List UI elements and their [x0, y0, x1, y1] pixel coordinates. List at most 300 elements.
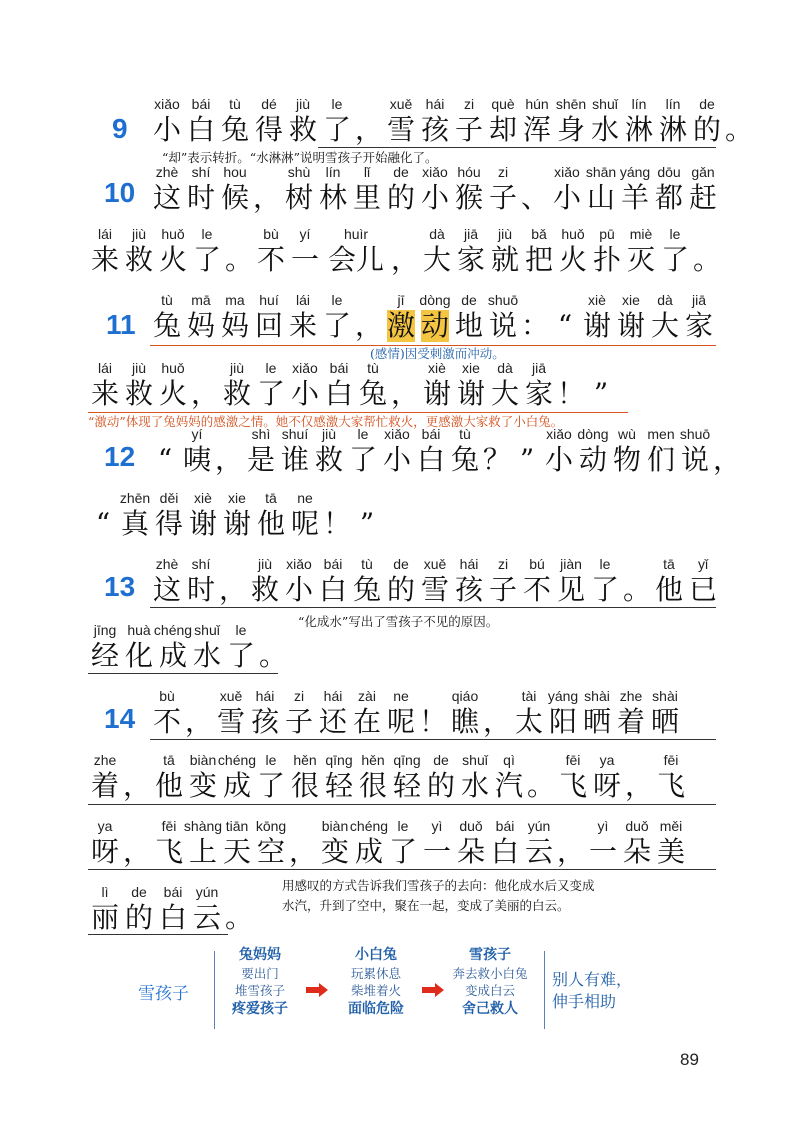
hanzi: 云: [524, 835, 553, 868]
hanzi: 兔: [450, 443, 479, 476]
summary-diagram: [110, 945, 690, 1035]
hanzi: 谢: [422, 377, 451, 410]
char-unit: [88, 360, 122, 410]
pinyin: le: [599, 556, 611, 572]
hanzi: 。: [692, 243, 721, 276]
hanzi: 羊: [620, 181, 649, 214]
char-unit: [554, 556, 588, 606]
pinyin: bái: [323, 556, 343, 572]
char-unit: [318, 818, 352, 868]
pinyin: dà: [497, 360, 513, 376]
underline: [88, 934, 228, 935]
hanzi: 救: [250, 573, 279, 606]
pinyin: huǒ: [161, 226, 185, 242]
text-line: [150, 556, 720, 606]
char-unit: [346, 426, 380, 476]
underline: [318, 147, 716, 148]
hanzi: 了: [388, 835, 417, 868]
pinyin: dà: [657, 292, 673, 308]
pinyin: jiù: [131, 226, 146, 242]
hanzi: 妈: [186, 309, 215, 342]
char-unit: [620, 818, 654, 868]
hanzi: 兔: [358, 377, 387, 410]
hanzi: 雪: [420, 573, 449, 606]
char-unit: [88, 226, 122, 276]
hanzi: 候: [220, 181, 249, 214]
char-unit: [390, 226, 420, 276]
pinyin: miè: [629, 226, 653, 242]
pinyin: fēi: [565, 752, 581, 768]
hanzi: 救: [222, 377, 251, 410]
pinyin: xiǎo: [384, 426, 410, 442]
pinyin: hái: [255, 688, 275, 704]
pinyin: jiù: [321, 426, 336, 442]
pinyin: tù: [161, 292, 173, 308]
hanzi: 孩: [250, 705, 279, 738]
hanzi: 得: [154, 507, 183, 540]
hanzi: 一: [290, 243, 319, 276]
text-line: [150, 688, 682, 738]
char-unit: [186, 752, 220, 802]
pinyin: qīng: [393, 752, 421, 768]
hanzi: 一: [422, 835, 451, 868]
hanzi: 了: [226, 639, 255, 672]
char-unit: [118, 490, 152, 540]
hanzi: 着: [90, 769, 119, 802]
hanzi: ！: [556, 377, 585, 410]
char-unit: [520, 292, 550, 342]
char-unit: [356, 360, 390, 410]
hanzi: 小: [290, 377, 319, 410]
hanzi: 家: [456, 243, 485, 276]
hanzi: 灭: [626, 243, 655, 276]
char-unit: [122, 752, 152, 802]
pinyin: bù: [159, 688, 175, 704]
pinyin: qiáo: [451, 688, 479, 704]
hanzi: 子: [488, 573, 517, 606]
char-unit: [686, 164, 720, 214]
pinyin: tā: [663, 556, 675, 572]
hanzi: “: [157, 443, 173, 476]
pinyin: le: [331, 292, 343, 308]
char-unit: [224, 884, 254, 934]
char-unit: [322, 490, 352, 540]
hanzi: 朵: [456, 835, 485, 868]
hanzi: 的: [124, 901, 153, 934]
char-unit: [554, 96, 588, 146]
pinyin: chéng: [153, 622, 193, 638]
pinyin: hái: [425, 96, 445, 112]
pinyin: le: [397, 818, 409, 834]
char-unit: [556, 360, 586, 410]
char-unit: [156, 226, 190, 276]
char-unit: [88, 490, 118, 540]
pinyin: lái: [97, 226, 112, 242]
char-unit: [384, 164, 418, 214]
char-unit: [350, 164, 384, 214]
char-unit: [122, 818, 152, 868]
pinyin: lái: [97, 360, 112, 376]
arrow-right-icon: [306, 983, 328, 997]
pinyin: le: [201, 226, 213, 242]
text-line: [150, 164, 720, 214]
pinyin: tù: [361, 556, 373, 572]
char-unit: [622, 96, 656, 146]
pinyin: le: [235, 622, 247, 638]
char-unit: [220, 818, 254, 868]
pinyin: lín: [665, 96, 681, 112]
pinyin: tā: [163, 752, 175, 768]
hanzi: 谁: [280, 443, 309, 476]
pinyin: xuě: [423, 556, 447, 572]
char-unit: [580, 688, 614, 738]
pinyin: hún: [525, 96, 549, 112]
char-unit: [384, 688, 418, 738]
char-unit: [286, 292, 320, 342]
char-unit: [556, 226, 590, 276]
hanzi: 朵: [622, 835, 651, 868]
char-unit: [418, 164, 452, 214]
char-unit: [420, 818, 454, 868]
hanzi: 了: [192, 243, 221, 276]
char-unit: [656, 96, 690, 146]
char-unit: [418, 556, 452, 606]
column-item: 奔去救小白兔: [452, 966, 528, 981]
underline: [88, 869, 716, 870]
char-unit: [217, 752, 257, 802]
note-paragraph-13: “化成水”写出了雪孩子不见的原因。: [298, 614, 499, 629]
hanzi: 赶: [688, 181, 717, 214]
hanzi: 就: [490, 243, 519, 276]
char-unit: [218, 292, 252, 342]
pinyin: hěn: [361, 752, 385, 768]
pinyin: chéng: [349, 818, 389, 834]
char-unit: [590, 752, 624, 802]
char-unit: [122, 622, 156, 672]
hanzi: 天: [222, 835, 251, 868]
char-unit: [520, 556, 554, 606]
pinyin: xiè: [194, 490, 212, 506]
text-line: [88, 752, 688, 802]
underline: [88, 412, 628, 413]
hanzi: 妈: [220, 309, 249, 342]
paragraph-number-9: 9: [112, 113, 128, 144]
pinyin: huà: [127, 622, 151, 638]
bracket-line: [544, 951, 545, 1029]
char-unit: [590, 226, 624, 276]
hanzi: 。: [258, 639, 287, 672]
pinyin: lái: [295, 292, 310, 308]
hanzi: 晒: [650, 705, 679, 738]
column-summary: 面临危险: [348, 1001, 404, 1017]
char-unit: [153, 622, 193, 672]
char-unit: [218, 164, 252, 214]
pinyin: dōu: [657, 164, 681, 180]
char-unit: [522, 818, 556, 868]
pinyin: de: [393, 164, 409, 180]
hanzi: 水: [192, 639, 221, 672]
hanzi: ，: [556, 835, 585, 868]
note-definition: (感情)因受刺激而冲动。: [370, 346, 505, 361]
char-unit: [546, 688, 580, 738]
char-unit: [316, 556, 350, 606]
char-unit: [220, 490, 254, 540]
hanzi: 了: [322, 309, 351, 342]
pinyin: pū: [599, 226, 615, 242]
pinyin: tù: [367, 360, 379, 376]
pinyin: yǐ: [697, 556, 709, 572]
column-heading: 雪孩子: [469, 947, 511, 963]
char-unit: [448, 688, 482, 738]
char-unit: [488, 226, 522, 276]
pinyin: jiù: [497, 226, 512, 242]
hanzi: 不: [522, 573, 551, 606]
pinyin: bù: [263, 226, 279, 242]
text-line: [88, 226, 722, 276]
column-item: 要出门: [241, 966, 279, 981]
pinyin: fēi: [161, 818, 177, 834]
char-unit: [288, 226, 322, 276]
char-unit: [150, 164, 184, 214]
note-paragraph-14-line2: 水汽，升到了空中，聚在一起，变成了美丽的白云。: [282, 898, 570, 913]
char-unit: [320, 292, 354, 342]
pinyin: ne: [393, 688, 409, 704]
summary-column-snow-child: [440, 945, 540, 1019]
hanzi: 地: [454, 309, 483, 342]
hanzi: 阳: [548, 705, 577, 738]
char-unit: [254, 490, 288, 540]
char-unit: [648, 292, 682, 342]
hanzi: 来: [90, 243, 119, 276]
hanzi: 不: [152, 705, 181, 738]
hanzi: 火: [558, 243, 587, 276]
pinyin: gǎn: [691, 164, 715, 180]
hanzi: 的: [692, 113, 721, 146]
pinyin: hou: [223, 164, 247, 180]
char-unit: [644, 426, 678, 476]
pinyin: xie: [462, 360, 480, 376]
pinyin: xiǎo: [422, 164, 448, 180]
text-line: [88, 360, 616, 410]
summary-column-rabbit-mother: [220, 945, 300, 1019]
hanzi: 小: [382, 443, 411, 476]
char-unit: [520, 96, 554, 146]
hanzi: ，: [122, 769, 151, 802]
hanzi: 在: [352, 705, 381, 738]
pinyin: měi: [659, 818, 683, 834]
char-unit: [88, 752, 122, 802]
char-unit: [282, 164, 316, 214]
pinyin: de: [433, 752, 449, 768]
char-unit: [550, 164, 584, 214]
char-unit: [610, 426, 644, 476]
hanzi: 把: [524, 243, 553, 276]
hanzi: ，: [252, 181, 281, 214]
pinyin: bú: [529, 556, 545, 572]
hanzi: ，: [184, 705, 213, 738]
char-unit: [254, 226, 288, 276]
char-unit: [186, 490, 220, 540]
note-paragraph-14-line1: 用感叹的方式告诉我们雪孩子的去向：他化成水后又变成: [282, 878, 595, 893]
hanzi: 孩: [454, 573, 483, 606]
char-unit: [614, 688, 648, 738]
pinyin: jī: [397, 292, 405, 308]
hanzi: ”: [593, 377, 609, 410]
char-unit: [654, 818, 688, 868]
hanzi: ，: [390, 377, 419, 410]
char-unit: [418, 96, 452, 146]
text-line: [150, 96, 754, 146]
pinyin: tā: [265, 490, 277, 506]
char-unit: [254, 360, 288, 410]
hanzi: 见: [556, 573, 585, 606]
hanzi: 时: [186, 573, 215, 606]
pinyin: xuě: [219, 688, 243, 704]
pinyin: huìr: [343, 226, 369, 242]
hanzi: “: [95, 507, 111, 540]
hanzi: 。: [526, 769, 555, 802]
char-unit: [320, 96, 354, 146]
hanzi: 了: [256, 769, 285, 802]
pinyin: shuí: [281, 426, 309, 442]
pinyin: ya: [599, 752, 615, 768]
char-unit: [452, 292, 486, 342]
char-unit: [654, 752, 688, 802]
hanzi: 成: [222, 769, 251, 802]
pinyin: hěn: [293, 752, 317, 768]
pinyin: lín: [325, 164, 341, 180]
hanzi: 了: [590, 573, 619, 606]
pinyin: tù: [459, 426, 471, 442]
hanzi: 淋: [624, 113, 653, 146]
pinyin: lín: [631, 96, 647, 112]
hanzi: 的: [426, 769, 455, 802]
pinyin: jiù: [229, 360, 244, 376]
pinyin: zhe: [619, 688, 643, 704]
pinyin: dé: [261, 96, 277, 112]
char-unit: [184, 292, 218, 342]
pinyin: bái: [329, 360, 349, 376]
char-unit: [288, 490, 322, 540]
hanzi: 真: [120, 507, 149, 540]
bracket-line: [214, 951, 215, 1029]
pinyin: shuǐ: [194, 622, 220, 638]
hanzi: 已: [688, 573, 717, 606]
char-unit: [350, 556, 384, 606]
pinyin: de: [393, 556, 409, 572]
char-unit: [380, 426, 414, 476]
pinyin: yáng: [547, 688, 579, 704]
char-unit: [316, 688, 350, 738]
pinyin: bái: [421, 426, 441, 442]
pinyin: zhe: [93, 752, 117, 768]
hanzi: 山: [586, 181, 615, 214]
hanzi: 成: [354, 835, 383, 868]
pinyin: shàng: [183, 818, 223, 834]
pinyin: zhè: [155, 556, 179, 572]
hanzi: 子: [284, 705, 313, 738]
hanzi: ，: [122, 835, 151, 868]
hanzi: 激: [386, 309, 415, 342]
hanzi: ！: [418, 705, 447, 738]
column-item: 玩累休息: [350, 966, 401, 981]
hanzi: 火: [158, 377, 187, 410]
char-unit: [390, 360, 420, 410]
summary-column-little-rabbit: [332, 945, 420, 1019]
pinyin: hái: [459, 556, 479, 572]
char-unit: [254, 818, 288, 868]
char-unit: [452, 96, 486, 146]
char-unit: [354, 96, 384, 146]
char-unit: [152, 818, 186, 868]
hanzi: 子: [454, 113, 483, 146]
char-unit: [218, 96, 252, 146]
pinyin: qīng: [325, 752, 353, 768]
hanzi: 太: [514, 705, 543, 738]
char-unit: [580, 292, 614, 342]
char-unit: [522, 360, 556, 410]
char-unit: [184, 164, 218, 214]
char-unit: [184, 688, 214, 738]
hanzi: 家: [684, 309, 713, 342]
hanzi: 很: [290, 769, 319, 802]
hanzi: 救: [314, 443, 343, 476]
char-unit: [248, 556, 282, 606]
char-unit: [692, 226, 722, 276]
hanzi: 兔: [352, 573, 381, 606]
hanzi: ！: [322, 507, 351, 540]
hanzi: 林: [318, 181, 347, 214]
pinyin: biàn: [189, 752, 217, 768]
hanzi: 说: [488, 309, 517, 342]
char-unit: [420, 360, 454, 410]
hanzi: “: [557, 309, 573, 342]
hanzi: 里: [352, 181, 381, 214]
char-unit: [482, 426, 512, 476]
char-unit: [88, 884, 122, 934]
hanzi: 很: [358, 769, 387, 802]
char-unit: [150, 556, 184, 606]
pinyin: le: [331, 96, 343, 112]
hanzi: 兔: [152, 309, 181, 342]
page-number: 89: [680, 1050, 699, 1069]
char-unit: [724, 96, 754, 146]
char-unit: [316, 164, 350, 214]
pinyin: jiù: [257, 556, 272, 572]
pinyin: huǒ: [161, 360, 185, 376]
char-unit: [288, 752, 322, 802]
hanzi: 汽: [494, 769, 523, 802]
paragraph-number-11: 11: [106, 309, 136, 340]
char-unit: [492, 752, 526, 802]
char-unit: [224, 226, 254, 276]
pinyin: ne: [297, 490, 313, 506]
text-line: [88, 622, 288, 672]
hanzi: 变: [188, 769, 217, 802]
pinyin: zhēn: [119, 490, 151, 506]
hanzi: 都: [654, 181, 683, 214]
char-unit: [122, 884, 156, 934]
pinyin: duǒ: [459, 818, 483, 834]
hanzi: 时: [186, 181, 215, 214]
char-unit: [218, 556, 248, 606]
char-unit: [349, 818, 389, 868]
pinyin: yí: [191, 426, 203, 442]
text-line: [88, 490, 382, 540]
hanzi: 身: [556, 113, 585, 146]
pinyin: jiā: [531, 360, 546, 376]
pinyin: qì: [503, 752, 515, 768]
